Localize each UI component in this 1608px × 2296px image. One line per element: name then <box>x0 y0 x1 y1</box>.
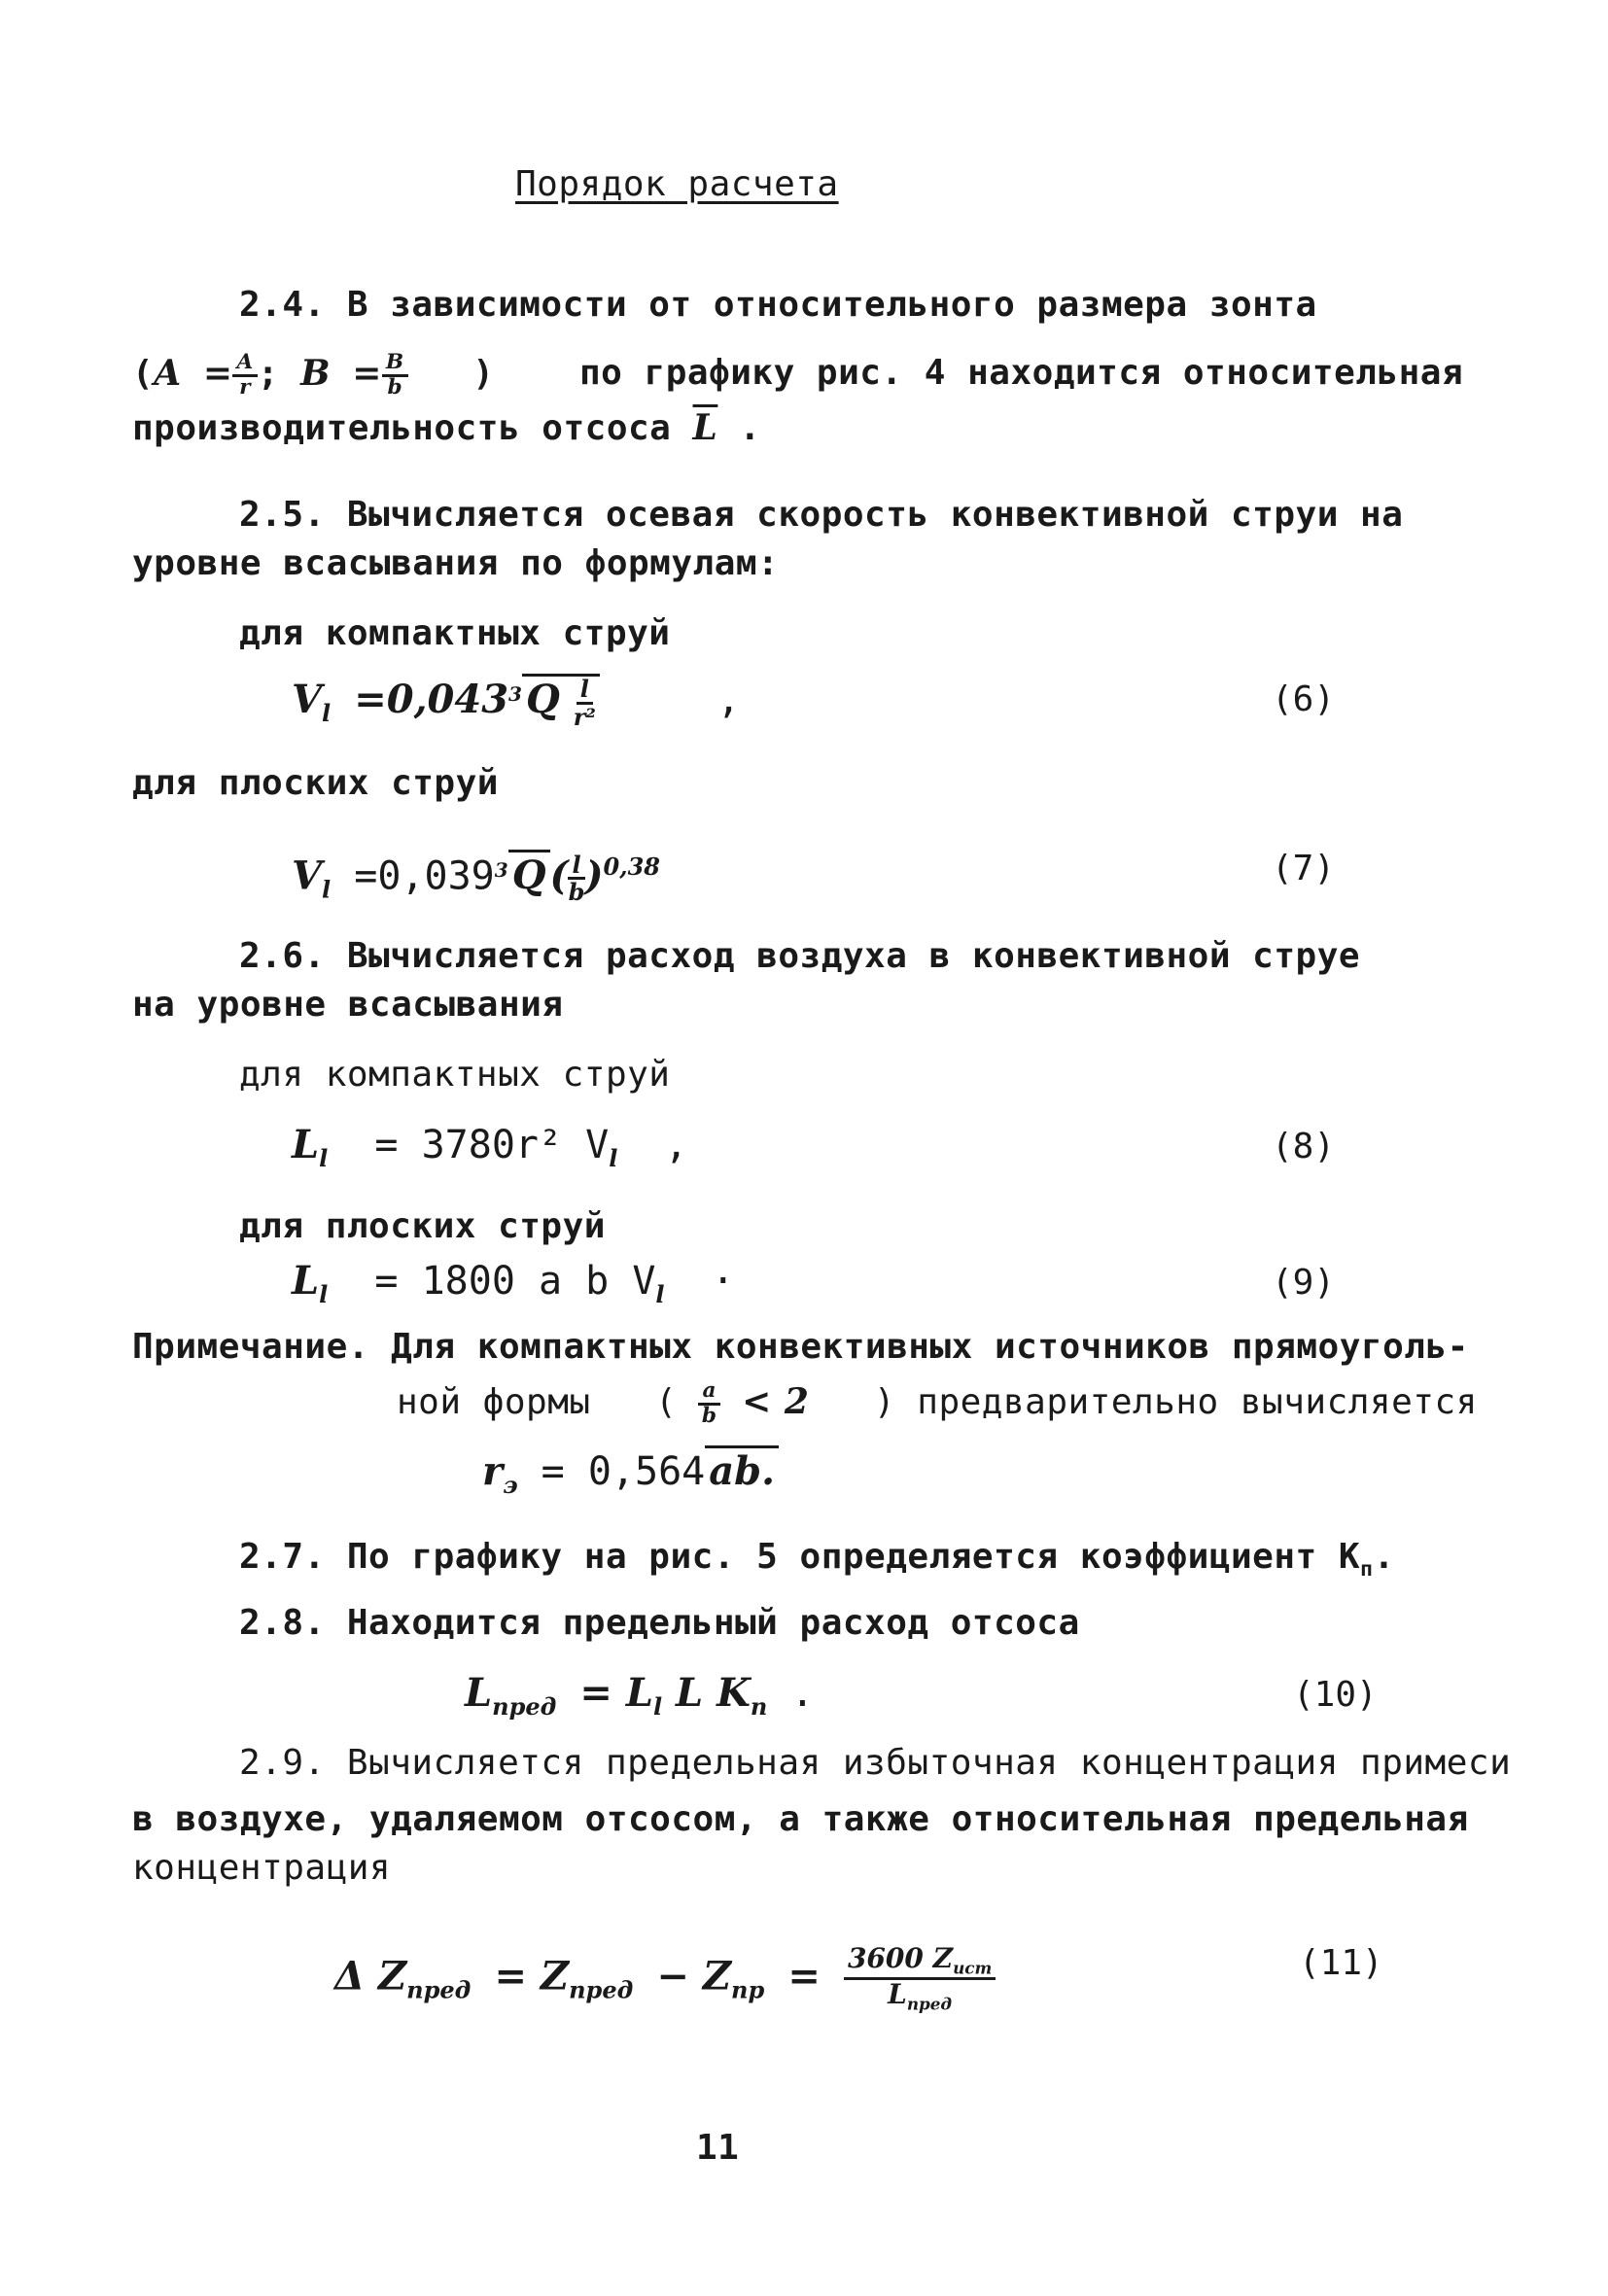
equation-6: $V_l =0,043^3$ Q $\frac{l}{\text{r²}}$ , <box>292 675 741 731</box>
fraction-b-over-b: $\frac{B}{b}$ <box>382 352 408 399</box>
equation-number-9: (9) <box>1272 1263 1336 1303</box>
label-flat-jets: для плоских струй <box>132 763 499 803</box>
equation-number-6: (6) <box>1272 679 1336 719</box>
symbol-a-bar: A <box>154 353 182 395</box>
para-2-4-line-3: производительность отсоса $\overline{L}$ . <box>132 407 761 448</box>
equation-number-7: (7) <box>1272 849 1336 888</box>
equation-11: Δ $Z_{пред} = Z_{пред} - Z_{пр}$ = $\frac{3600 Z_{ист}}{L_{пред}}$ <box>334 1944 996 2020</box>
label-compact-jets: для компактных струй <box>239 613 671 653</box>
paren-open: ( <box>132 354 155 395</box>
equation-number-8: (8) <box>1272 1127 1336 1166</box>
para-2-9-line-1: 2.9. Вычисляется предельная избыточная концентрация примеси <box>239 1743 1512 1783</box>
para-2-4-line-2-text: по графику рис. 4 находится относительная <box>579 353 1464 393</box>
para-2-9-line-2: в воздухе, удаляемом отсосом, а также относительная предельная <box>132 1799 1469 1839</box>
label-flat-jets-2: для плоских струй <box>239 1206 606 1246</box>
para-2-7: 2.7. По графику на рис. 5 определяется коэффициент $К_п$. <box>239 1537 1395 1583</box>
para-2-6-line-1: 2.6. Вычисляется расход воздуха в конвективной струе <box>239 936 1361 976</box>
para-2-9-line-3: концентрация <box>132 1848 392 1888</box>
page-number: 11 <box>696 2128 740 2168</box>
label-compact-jets-2: для компактных струй <box>239 1055 671 1095</box>
para-2-8: 2.8. Находится предельный расход отсоса <box>239 1603 1080 1643</box>
para-2-6-line-2: на уровне всасывания <box>132 985 564 1025</box>
equation-number-10: (10) <box>1293 1675 1378 1715</box>
equation-number-11: (11) <box>1299 1943 1383 1983</box>
symbol-b-bar: B <box>300 353 332 395</box>
equation-equivalent-radius: $r_э = 0,564$ ab. <box>482 1443 779 1514</box>
equation-10: $L_{пред} = L_l$ L $K_п$ . <box>465 1670 815 1721</box>
para-2-5-line-1: 2.5. Вычисляется осевая скорость конвективной струи на <box>239 495 1404 535</box>
note-line-1: Примечание. Для компактных конвективных источников прямоуголь- <box>132 1327 1469 1367</box>
section-heading: Порядок расчета <box>515 164 839 204</box>
note-line-2: ной формы ( $\frac{a}{b}$ < 2 ) предварительно вычисляется <box>397 1378 1478 1428</box>
equation-8: $L_l = 3780r^2$ $V_l$ , <box>292 1122 688 1172</box>
symbol-l-bar: $\overline{L}$ <box>692 407 718 448</box>
para-2-4-line-1: 2.4. В зависимости от относительного размера зонта <box>239 285 1317 325</box>
equation-9: $L_l = 1800$ a b $V_l$ · <box>292 1258 735 1308</box>
para-2-4-line-2: (A = $\frac{A}{r}$ ; B = $\frac{B}{b}$ ) <box>132 350 495 400</box>
equation-7: $V_l =0,039^3$ Q ( $\frac{l}{b}$ )$^{0,38}$ <box>292 850 660 906</box>
para-2-5-line-2: уровне всасывания по формулам: <box>132 543 780 583</box>
fraction-a-over-r: $\frac{A}{r}$ <box>232 352 257 399</box>
